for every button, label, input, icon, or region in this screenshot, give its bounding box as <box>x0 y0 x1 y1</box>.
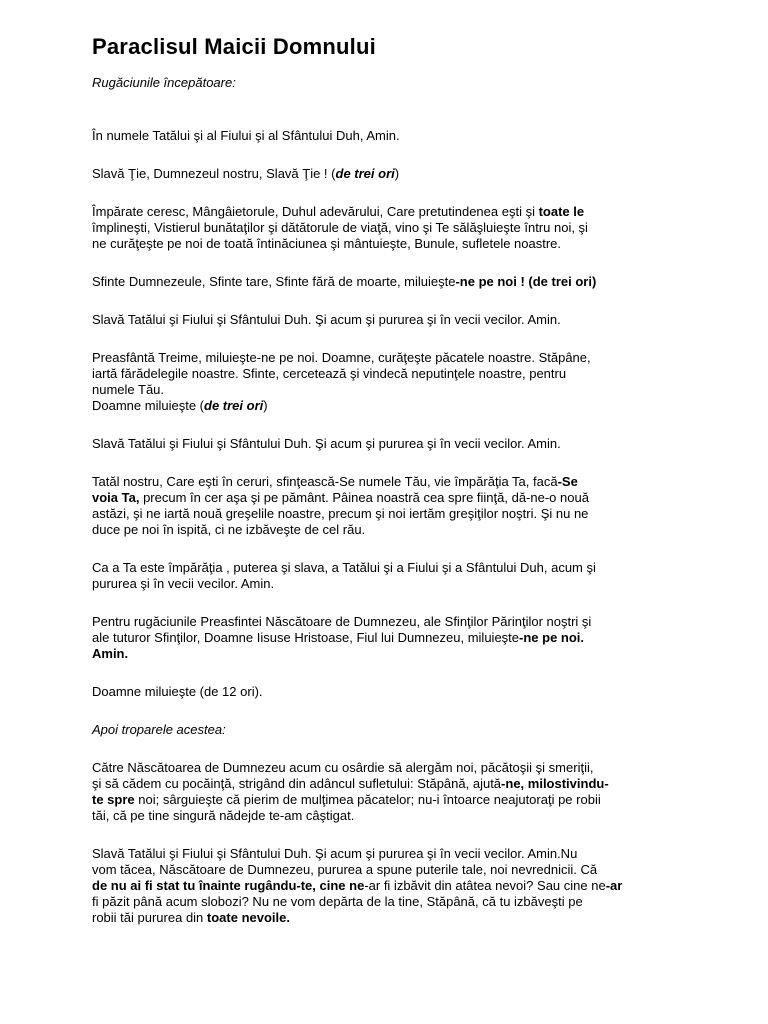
text-run: de trei ori <box>335 166 395 181</box>
paragraph <box>92 560 708 592</box>
text-run: Apoi troparele acestea: <box>92 722 226 737</box>
text-run: -ne pe noi. <box>519 630 585 645</box>
text-run: ) <box>263 398 268 413</box>
text-run: Slavă Tatălui şi Fiului şi Sfântului Duh. Şi acum şi pururea şi în vecii vecilor. Amin. <box>92 436 561 451</box>
paragraph <box>92 436 708 452</box>
paragraph <box>92 274 708 290</box>
text-run: În numele Tatălui şi al Fiului şi al Sfântului Duh, Amin. <box>92 128 400 143</box>
text-run: ale tuturor Sfinţilor, Doamne Iisuse Hristoase, Fiul lui Dumnezeu, miluieşte <box>92 630 520 645</box>
text-run: Slavă Tatălui şi Fiului şi Sfântului Duh. Şi acum şi pururea şi în vecii vecilor. Amin. <box>92 312 561 327</box>
text-run: Doamne miluieşte ( <box>92 398 204 413</box>
text-run: Slavă Ţie, Dumnezeul nostru, Slavă Ţie ! ( <box>92 166 336 181</box>
paragraph <box>92 204 708 252</box>
text-run: -ne pe noi ! (de trei ori) <box>455 274 597 289</box>
page-subtitle: Rugăciunile începătoare: <box>92 75 236 90</box>
text-run: robii tăi pururea din <box>92 910 207 925</box>
text-run: astăzi, şi ne iartă nouă greşelile noastre, precum şi noi iertăm greşiţilor noştri. Şi nu ne <box>92 506 589 521</box>
paragraph <box>92 128 708 144</box>
text-run: precum în cer aşa şi pe pământ. Pâinea noastră cea spre fiinţă, dă-ne-o nouă <box>143 490 589 505</box>
text-run: Pentru rugăciunile Preasfintei Născătoare de Dumnezeu, ale Sfinţilor Părinţilor noştri şi <box>92 614 592 629</box>
paragraph <box>92 474 708 538</box>
paragraph <box>92 684 708 700</box>
text-run: tăi, că pe tine singură nădejde te-am câştigat. <box>92 808 355 823</box>
text-run: împlineşti, Vistierul bunătaţilor şi dătătorule de viaţă, vino şi Te sălăşluieşte întru noi, şi <box>92 220 588 235</box>
text-run: Către Născătoarea de Dumnezeu acum cu osârdie să alergăm noi, păcătoşii şi smeriţii, <box>92 760 594 775</box>
paragraph <box>92 760 708 824</box>
text-run: Amin. <box>92 646 129 661</box>
text-run: toate le <box>538 204 585 219</box>
text-run: -ar <box>605 878 623 893</box>
text-run: voia Ta, <box>92 490 144 505</box>
text-run: -ne, milostivindu- <box>501 776 609 791</box>
text-run: te spre <box>92 792 139 807</box>
text-run: Doamne miluieşte (de 12 ori). <box>92 684 263 699</box>
text-run: numele Tău. <box>92 382 165 397</box>
text-run: de trei ori <box>204 398 264 413</box>
text-run: Tatăl nostru, Care eşti în ceruri, sfinţească-Se numele Tău, vie împărăţia Ta, facă <box>92 474 558 489</box>
paragraph <box>92 350 708 414</box>
text-run: Împărate ceresc, Mângâietorule, Duhul adevărului, Care pretutindenea eşti şi <box>92 204 539 219</box>
text-run: de nu ai fi stat tu înainte rugându-te, cine ne <box>92 878 365 893</box>
text-run: noi; sârguieşte că pierim de mulţimea păcatelor; nu-i întoarce neajutoraţi pe robii <box>138 792 601 807</box>
text-run: -ar fi izbăvit din atâtea nevoi? Sau cine ne <box>364 878 606 893</box>
page-title: Paraclisul Maicii Domnului <box>92 34 376 59</box>
text-run: duce pe noi în ispită, ci ne izbăveşte de cel rău. <box>92 522 366 537</box>
text-run: iartă fărădelegile noastre. Sfinte, cercetează şi vindecă neputinţele noastre, pentru <box>92 366 567 381</box>
text-run: şi să cădem cu pocăinţă, strigând din adâncul sufletului: Stăpână, ajută <box>92 776 502 791</box>
text-run: pururea şi în vecii vecilor. Amin. <box>92 576 275 591</box>
text-run: Preasfântă Treime, miluieşte-ne pe noi. Doamne, curăţeşte păcatele noastre. Stăpâne, <box>92 350 591 365</box>
text-run: ne curăţeşte pe noi de toată întinăciunea şi mântuieşte, Bunule, sufletele noastre. <box>92 236 562 251</box>
paragraph <box>92 722 708 738</box>
paragraph <box>92 166 708 182</box>
text-run: toate nevoile. <box>206 910 290 925</box>
text-run: ) <box>394 166 400 181</box>
paragraph <box>92 312 708 328</box>
text-run: -Se <box>557 474 578 489</box>
text-run: Slavă Tatălui şi Fiului şi Sfântului Duh. Şi acum şi pururea şi în vecii vecilor. Amin.Nu <box>92 846 578 861</box>
text-run: Sfinte Dumnezeule, Sfinte tare, Sfinte fără de moarte, miluieşte <box>92 274 456 289</box>
text-run: fi păzit până acum slobozi? Nu ne vom depărta de la tine, Stăpână, că tu izbăveşti pe <box>92 894 583 909</box>
document-body <box>92 128 708 926</box>
paragraph <box>92 846 708 926</box>
text-run: Ca a Ta este împărăţia , puterea şi slava, a Tatălui şi a Fiului şi a Sfântului Duh, acum şi <box>92 560 596 575</box>
paragraph <box>92 614 708 662</box>
text-run: vom tăcea, Născătoare de Dumnezeu, pururea a spune puterile tale, noi nevrednicii. Că <box>92 862 598 877</box>
